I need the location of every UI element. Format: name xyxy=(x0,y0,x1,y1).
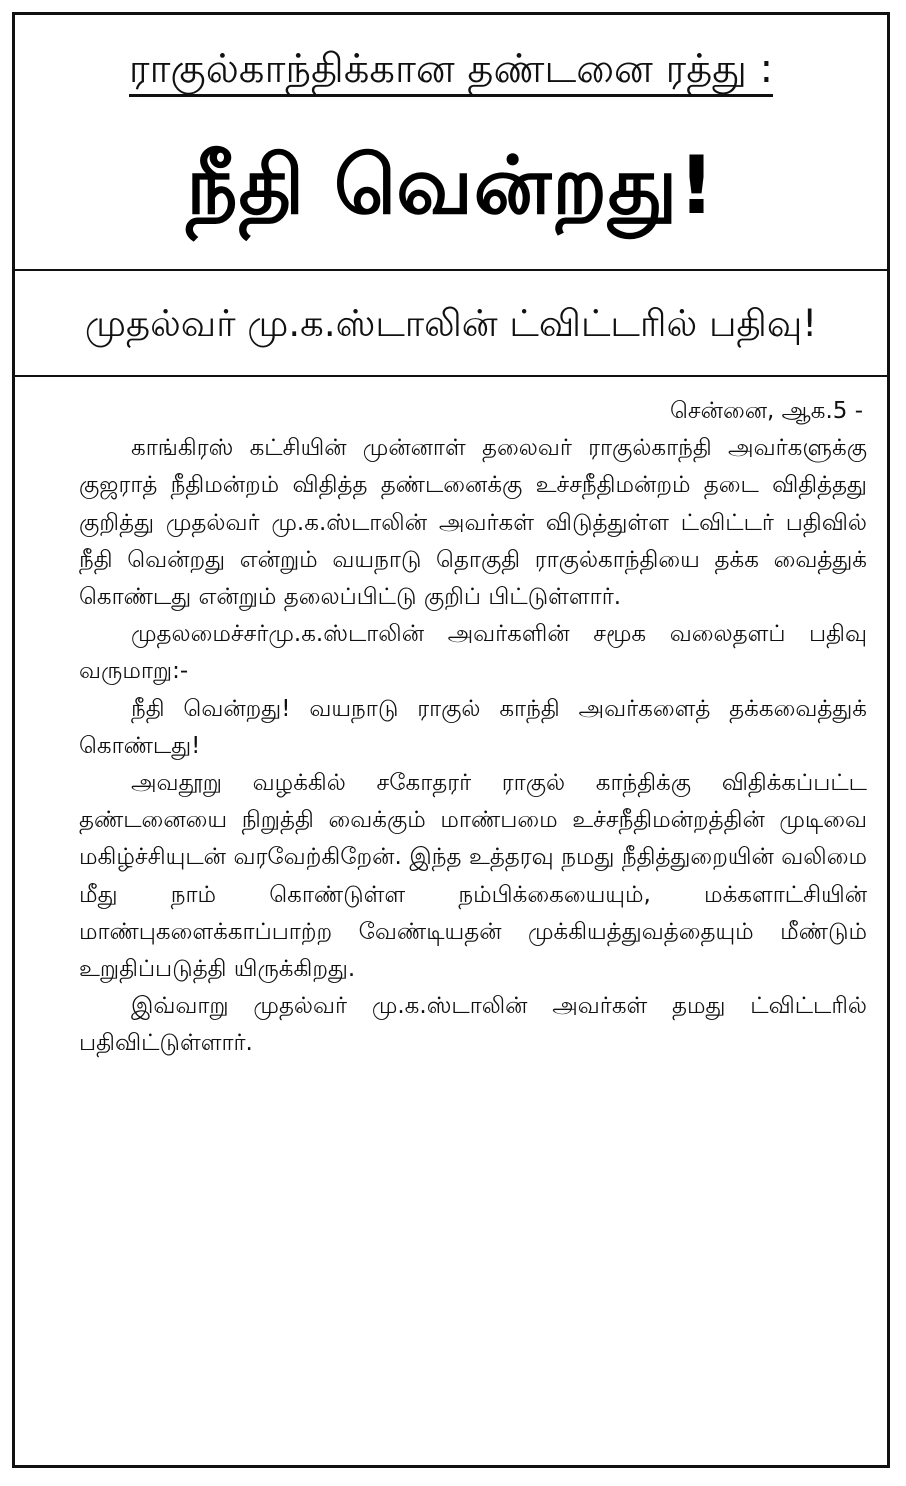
kicker-text: ராகுல்காந்திக்கான தண்டனை ரத்து : xyxy=(129,46,773,97)
main-headline: நீதி வென்றது! xyxy=(186,139,716,232)
paragraph-5: இவ்வாறு முதல்வர் மு.க.ஸ்டாலின் அவர்கள் தமது ட்விட்டரில் பதிவிட்டுள்ளார். xyxy=(79,993,867,1057)
subheadline: முதல்வர் மு.க.ஸ்டாலின் ட்விட்டரில் பதிவு! xyxy=(84,302,818,345)
paragraph-4: அவதூறு வழக்கில் சகோதரர் ராகுல் காந்திக்கு விதிக்கப்பட்ட தண்டனையை நிறுத்தி வைக்கும் மாண்பமை உச்சநீதிமன்றத்தின் முடிவை மகிழ்ச்சியுடன் வரவேற்கிறேன். இந்த உத்தரவு நமது நீதித்துறையின் வலிமை மீது நாம் கொண்டுள்ள நம்பிக்கையையும், மக்களாட்சியின் மாண்புகளைக்காப்பாற்ற வேண்டியதன் முக்கியத்துவத்தையும் மீண்டும் உறுதிப்படுத்தி யிருக்கிறது. xyxy=(79,770,867,983)
kicker-headline xyxy=(15,43,887,95)
dateline: சென்னை, ஆக.5 - xyxy=(670,398,863,424)
divider-bottom xyxy=(15,375,887,377)
paragraph-2: முதலமைச்சர்மு.க.ஸ்டாலின் அவர்களின் சமூக வலைதளப் பதிவு வருமாறு:- xyxy=(79,621,867,685)
paragraph-3: நீதி வென்றது! வயநாடு ராகுல் காந்தி அவர்களைத் தக்கவைத்துக் கொண்டது! xyxy=(79,695,867,759)
article-body xyxy=(79,393,867,1063)
paragraph-1: காங்கிரஸ் கட்சியின் முன்னாள் தலைவர் ராகுல்காந்தி அவர்களுக்கு குஜராத் நீதிமன்றம் விதித்த தண்டனைக்கு உச்சநீதிமன்றம் தடை விதித்தது குறித்து முதல்வர் மு.க.ஸ்டாலின் அவர்கள் விடுத்துள்ள ட்விட்டர் பதிவில் நீதி வென்றது என்றும் வயநாடு தொகுதி ராகுல்காந்தியை தக்க வைத்துக் கொண்டது என்றும் தலைப்பிட்டு குறிப் பிட்டுள்ளார். xyxy=(79,435,867,611)
divider-top xyxy=(15,269,887,271)
news-clipping xyxy=(12,12,890,1468)
